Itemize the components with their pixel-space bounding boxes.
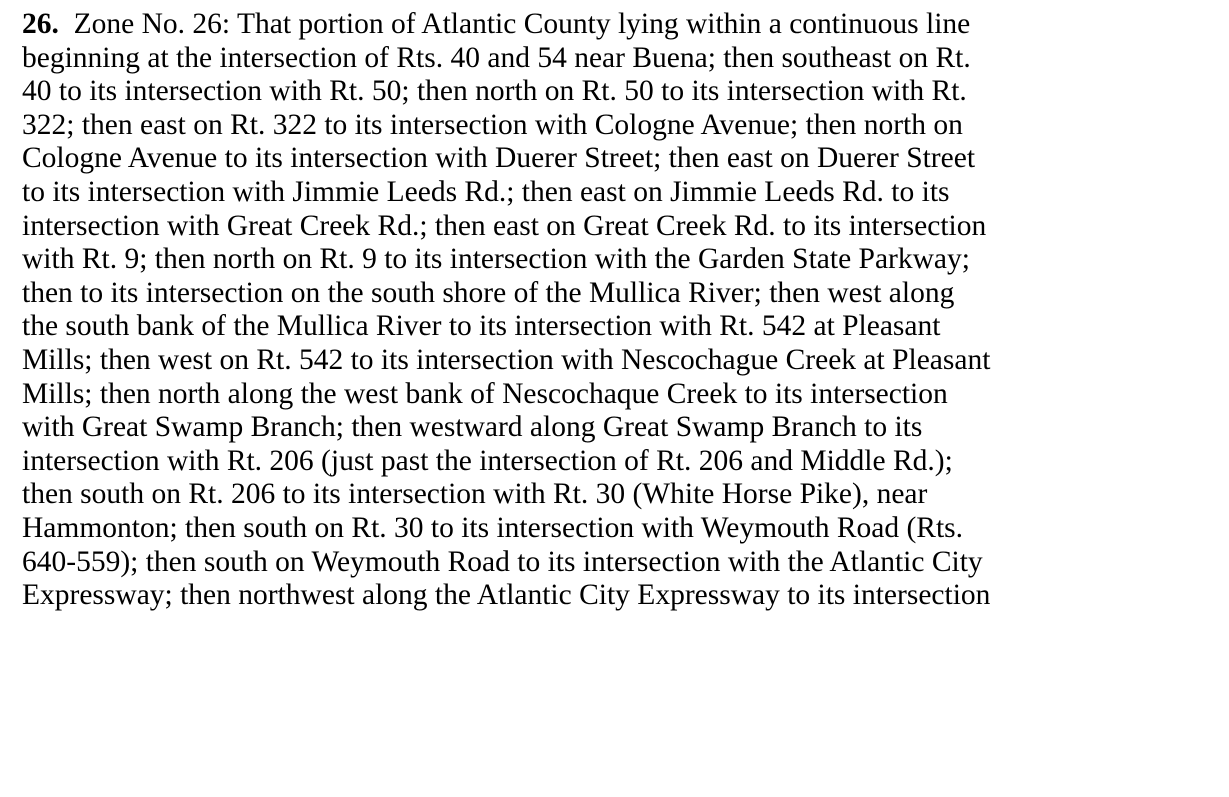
text-line-9: then to its intersection on the south shore of the Mullica River; then west along <box>22 276 955 309</box>
text-line-3: 40 to its intersection with Rt. 50; then north on Rt. 50 to its intersection with Rt. <box>22 75 967 108</box>
text-line-12: Mills; then north along the west bank of Nescochaque Creek to its intersection <box>22 377 948 410</box>
text-line-7: intersection with Great Creek Rd.; then east on Great Creek Rd. to its intersection <box>22 209 987 242</box>
document-page <box>22 8 1212 613</box>
text-line-13: with Great Swamp Branch; then westward along Great Swamp Branch to its <box>22 411 923 444</box>
text-line-2: beginning at the intersection of Rts. 40 and 54 near Buena; then southeast on Rt. <box>22 41 971 74</box>
text-line-14: intersection with Rt. 206 (just past the intersection of Rt. 206 and Middle Rd.); <box>22 444 953 477</box>
text-line-15: then south on Rt. 206 to its intersection with Rt. 30 (White Horse Pike), near <box>22 478 928 511</box>
section-number: 26. <box>22 8 59 40</box>
text-line-1 <box>22 8 1212 42</box>
text-line-5: Cologne Avenue to its intersection with Duerer Street; then east on Duerer Street <box>22 142 976 175</box>
text-line-10: the south bank of the Mullica River to its intersection with Rt. 542 at Pleasant <box>22 310 941 343</box>
line-text: Zone No. 26: That portion of Atlantic County lying within a continuous line <box>73 8 971 40</box>
text-line-4: 322; then east on Rt. 322 to its intersection with Cologne Avenue; then north on <box>22 108 963 141</box>
text-line-11: Mills; then west on Rt. 542 to its intersection with Nescochague Creek at Pleasant <box>22 343 991 376</box>
text-line-18: Expressway; then northwest along the Atlantic City Expressway to its intersection <box>22 579 991 612</box>
text-line-8: with Rt. 9; then north on Rt. 9 to its intersection with the Garden State Parkway; <box>22 243 970 276</box>
text-line-16: Hammonton; then south on Rt. 30 to its intersection with Weymouth Road (Rts. <box>22 511 964 544</box>
text-line-17: 640-559); then south on Weymouth Road to its intersection with the Atlantic City <box>22 545 983 578</box>
text-line-6: to its intersection with Jimmie Leeds Rd.; then east on Jimmie Leeds Rd. to its <box>22 175 950 208</box>
